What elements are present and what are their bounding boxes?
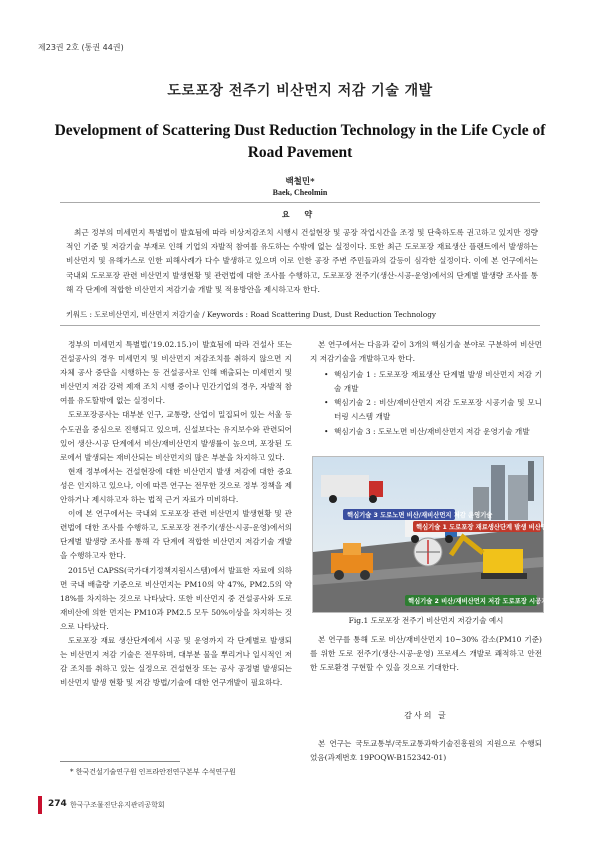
title-en-line-2: Road Pavement — [247, 144, 353, 161]
body-paragraph: 정부의 미세먼지 특별법('19.02.15.)이 발효됨에 따라 건설사 또는 건설공사의 경우 미세먼지 및 비산먼지 저감조치를 취하지 않으면 지자체 공사 중단을 시행하는 등 건설공사로 인해 배출되는 미세먼지 및 비산먼지 저감 강력 제재 조치 시행 중이나 민간기업의 경우, 자발적 참여를 유도할밖에 없는 실정이다. — [60, 340, 292, 406]
acknowledgement-body — [310, 737, 542, 765]
author-korean: 백철민* — [285, 177, 315, 187]
journal-issue-header: 제23권 2호 (통권 44권) — [38, 43, 124, 52]
figure-label-core-tech-1: 핵심기술 1 도로포장 재료생산단계 발생 비산먼지 저감기술 — [416, 524, 580, 531]
body-paragraph: 본 연구를 통해 도로 비산/재비산먼지 10~30% 감소(PM10 기준)를 위한 도로 전주기(생산-시공-운영) 프로세스 개발로 쾌적하고 안전한 도로환경 구현할 수 있을 것으로 기대한다. — [310, 635, 542, 673]
abstract-body: 최근 정부의 미세먼지 특별법이 발효됨에 따라 비상저감조치 시행시 건설현장 및 공장 작업시간을 조정 및 단축하도록 권고하고 있지만 정량적인 기준 및 저감기술 부재로 인해 기업의 자발적 참여를 유도하는 수밖에 없는 실정이다. 또한 최근 도로포장 재료생산 플랜트에서 발생하는 비산먼지 및 유해가스로 인한 피해사례가 다수 발생하고 있으며 이로 인한 공장 주변 주민들과의 갈등이 심각한 실정이다. 이에 본 연구에서는 국내외 도로포장 관련 비산먼지 발생현황 및 관련법에 대한 조사를 수행하고, 도로포장 전주기(생산-시공-운영)에서의 단계별 발생량 조사를 통해 각 단계에 적합한 비산먼지 저감기술 개발 및 적용방안을 제시하고자 한다. — [66, 228, 538, 294]
figure-caption: Fig.1 도로포장 전주기 비산먼지 저감기술 예시 — [348, 616, 504, 625]
list-item: • 핵심기술 1 : 도로포장 재료생산 단계별 발생 비산먼지 저감 기술 개발 — [324, 368, 542, 396]
abstract-heading: 요 약 — [281, 209, 319, 219]
title-en-line-1: Development of Scattering Dust Reduction Technology in the Life Cycle of — [54, 122, 546, 139]
acknowledgement-heading: 감사의 글 — [404, 711, 448, 720]
keywords: 키워드 : 도로비산먼지, 비산먼지 저감기술 / Keywords : Road Scattering Dust, Dust Reduction Technology — [66, 310, 437, 319]
author-english: Baek, Cheolmin — [272, 188, 328, 197]
body-paragraph: 이에 본 연구에서는 국내외 도로포장 관련 비산먼지 발생현황 및 관련법에 대한 조사를 수행하고, 도로포장 전주기(생산-시공-운영)에서의 단계별 발생량 조사를 통해 각 단계에 적합한 비산먼지 저감기술 개발을 수행하고자 한다. — [60, 509, 292, 561]
page-number: 274 — [48, 799, 67, 809]
body-paragraph: 현재 정부에서는 건설현장에 대한 비산먼지 발생 저감에 대한 중요성은 인지하고 있으나, 이에 따른 연구는 전무한 것으로 정부 정책을 제안하거나 제시하고자 하는 법적 근거 자료가 미비하다. — [60, 466, 292, 505]
core-tech-list — [310, 368, 542, 438]
list-item: • 핵심기술 3 : 도로노면 비산/재비산먼지 저감 운영기술 개발 — [324, 425, 542, 439]
figure-1-image — [312, 456, 580, 613]
body-paragraph: 2015년 CAPSS(국가대기정책지원시스템)에서 발표한 자료에 의하면 국내 배출량 기준으로 비산먼지는 PM10의 약 47%, PM2.5의 약 18%를 차지하는 것으로 나타났다. 또한 비산먼지 중 건설공사와 도로재비산에 의한 먼지는 PM10과 PM2.5 모두 50%이상을 차지하는 것으로 나타났다. — [60, 565, 292, 631]
footer-accent-bar — [38, 796, 42, 814]
right-column-conclusion — [310, 633, 542, 675]
paper-title-korean: 도로포장 전주기 비산먼지 저감 기술 개발 — [167, 83, 433, 99]
body-paragraph: 본 연구는 국토교통부/국토교통과학기술진흥원의 지원으로 수행되었음(과제번호 19POQW-B152342-01) — [310, 739, 542, 763]
body-paragraph: 도로포장공사는 대부분 인구, 교통량, 산업이 밀집되어 있는 서울 등 수도권을 중심으로 진행되고 있으며, 신설보다는 유지보수와 관련되어 있어 생산-시공 단계에서 비산/재비산먼지 발생률이 높으며, 포장된 도로에서 발생되는 재비산되는 비산먼지의 많은 부분을 차지하고 있다. — [60, 410, 292, 462]
figure-illustration — [313, 457, 580, 612]
right-column-intro — [310, 338, 542, 439]
body-paragraph: 본 연구에서는 다음과 같이 3개의 핵심기술 분야로 구분하여 비산먼지 저감기술을 개발하고자 한다. — [310, 340, 542, 364]
figure-label-core-tech-2: 핵심기술 2 비산/재비산먼지 저감 도로포장 시공기술 — [408, 598, 554, 605]
list-item: • 핵심기술 2 : 비산/재비산먼지 저감 도로포장 시공기술 및 모니터링 시스템 개발 — [324, 396, 542, 424]
paper-title-english — [40, 120, 560, 164]
figure-label-core-tech-3: 핵심기술 3 도로노면 비산/재비산먼지 저감 운영기술 — [347, 512, 493, 519]
left-column — [60, 338, 292, 690]
journal-name: 한국구조물진단유지관리공학회 — [70, 801, 165, 809]
author-footnote: * 한국건설기술연구원 인프라안전연구본부 수석연구원 — [70, 768, 236, 776]
body-paragraph: 도로포장 재료 생산단계에서 시공 및 운영까지 각 단계별로 발생되는 비산먼지 저감 기술은 전무하며, 대부분 물을 뿌리거나 일시적인 저감 조치를 취하고 있는 실정으로 건설현장 또는 공사 공정별 발생되는 비산먼지 발생 현황 및 저감 방법/기술에 대한 연구개발이 필요하다. — [60, 635, 292, 688]
footnote-divider — [60, 761, 180, 762]
